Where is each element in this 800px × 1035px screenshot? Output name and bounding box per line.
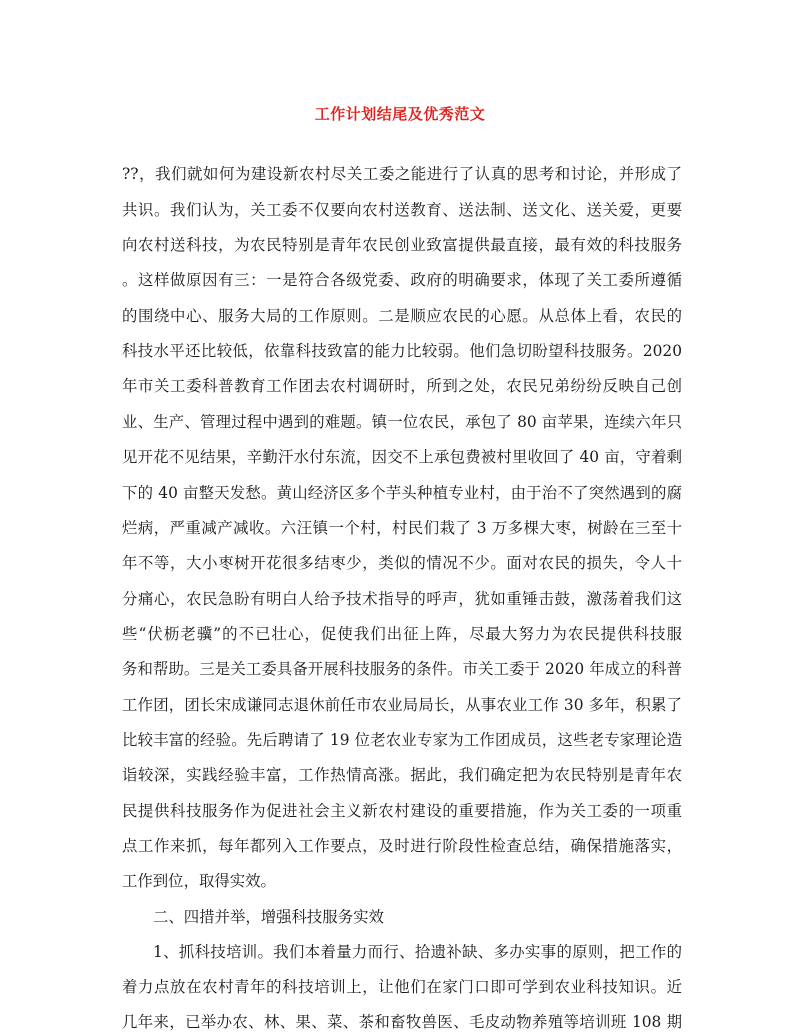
body-line: 向农村送科技，为农民特别是青年农民创业致富提供最直接，最有效的科技服务 [122, 236, 682, 254]
body-line: 的围绕中心、服务大局的工作原则。二是顺应农民的心愿。从总体上看，农民的 [122, 307, 682, 325]
body-line: 诣较深，实践经验丰富，工作热情高涨。据此，我们确定把为农民特别是青年农 [122, 766, 682, 784]
body-line: ??，我们就如何为建设新农村尽关工委之能进行了认真的思考和讨论，并形成了 [122, 165, 682, 183]
body-line: 着力点放在农村青年的科技培训上，让他们在家门口即可学到农业科技知识。近 [122, 978, 682, 996]
body-line: 烂病，严重减产减收。六汪镇一个村，村民们栽了 3 万多棵大枣，树龄在三至十 [122, 519, 682, 537]
body-line: 共识。我们认为，关工委不仅要向农村送教育、送法制、送文化、送关爱，更要 [122, 201, 682, 219]
body-line: 工作到位，取得实效。 [122, 872, 276, 890]
body-line: 。这样做原因有三：一是符合各级党委、政府的明确要求，体现了关工委所遵循 [122, 271, 682, 289]
body-line: 民提供科技服务作为促进社会主义新农村建设的重要措施，作为关工委的一项重 [122, 802, 682, 820]
body-line: 年市关工委科普教育工作团去农村调研时，所到之处，农民兄弟纷纷反映自己创 [122, 377, 682, 395]
section-heading: 二、四措并举，增强科技服务实效 [153, 908, 384, 926]
body-line: 分痛心，农民急盼有明白人给予技术指导的呼声，犹如重锤击鼓，激荡着我们这 [122, 590, 682, 608]
body-line: 科技水平还比较低，依靠科技致富的能力比较弱。他们急切盼望科技服务。2020 [122, 342, 682, 360]
body-line: 下的 40 亩整天发愁。黄山经济区多个芋头种植专业村，由于治不了突然遇到的腐 [122, 484, 682, 502]
body-line: 见开花不见结果，辛勤汗水付东流，因交不上承包费被村里收回了 40 亩，守着剩 [122, 448, 682, 466]
document-title: 工作计划结尾及优秀范文 [314, 105, 486, 123]
body-line: 比较丰富的经验。先后聘请了 19 位老农业专家为工作团成员，这些老专家理论造 [122, 731, 682, 749]
body-line: 年不等，大小枣树开花很多结枣少，类似的情况不少。面对农民的损失，令人十 [122, 554, 682, 572]
body-line: 几年来，已举办农、林、果、菜、茶和畜牧兽医、毛皮动物养殖等培训班 108 期 [122, 1013, 682, 1031]
body-line: 务和帮助。三是关工委具备开展科技服务的条件。市关工委于 2020 年成立的科普 [122, 660, 682, 678]
body-line: 点工作来抓，每年都列入工作要点，及时进行阶段性检查总结，确保措施落实， [122, 837, 682, 855]
body-line: 1、抓科技培训。我们本着量力而行、拾遗补缺、多办实事的原则，把工作的 [153, 943, 682, 961]
body-line: 业、生产、管理过程中遇到的难题。镇一位农民，承包了 80 亩苹果，连续六年只 [122, 413, 682, 431]
body-line: 些“伏枥老骥”的不已壮心，促使我们出征上阵，尽最大努力为农民提供科技服 [122, 625, 682, 643]
body-line: 工作团，团长宋成谦同志退休前任市农业局局长，从事农业工作 30 多年，积累了 [122, 696, 682, 714]
